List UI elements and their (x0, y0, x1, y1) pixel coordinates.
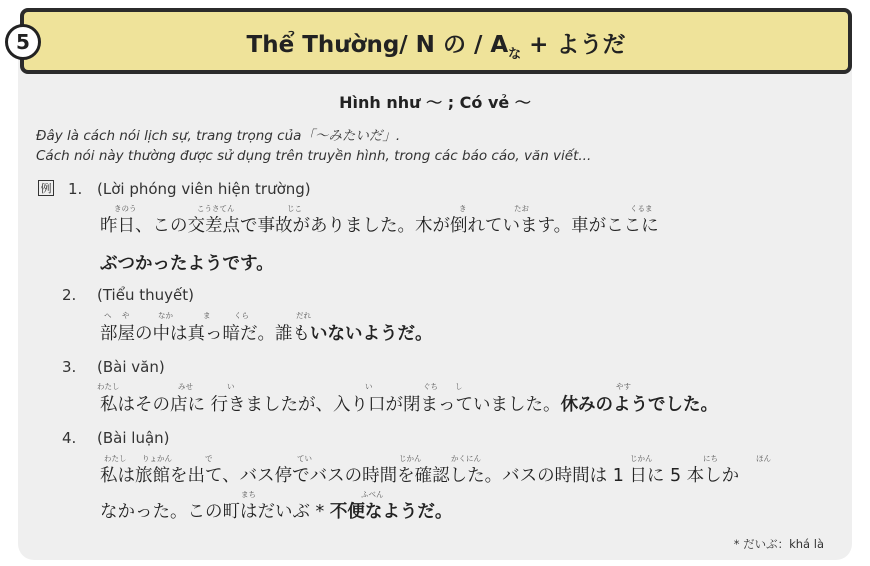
furigana: くるま (630, 204, 653, 213)
description-line-2: Cách nói này thường được sử dụng trên truyền hình, trong các báo cáo, văn viết... (36, 148, 592, 164)
example-1-number: 1. (68, 180, 83, 198)
example-4-label: (Bài luận) (97, 429, 170, 447)
example-3-sentence: 私はその店に 行きましたが、入り口が閉まっていました。休みのようでした。 (100, 395, 719, 415)
example-2-sentence: 部屋の中は真っ暗だ。誰もいないようだ。 (100, 324, 433, 344)
footnote: * だいぶ：khá là (733, 537, 824, 551)
example-4-sentence-line-2: なかった。この町はだいぶ * 不便なようだ。 (100, 502, 453, 522)
furigana: ま (203, 311, 211, 320)
description-line-1: Đây là cách nói lịch sự, trang trọng của「～みたいだ」. (36, 128, 401, 144)
furigana: こうさてん (197, 204, 235, 213)
furigana: ほん (756, 454, 771, 463)
example-1-sentence-line-1: 昨日、この交差点で事故がありました。木が倒れています。車がここに (100, 216, 659, 236)
furigana: で (205, 454, 213, 463)
furigana: じかん (630, 454, 653, 463)
grammar-header (20, 8, 852, 74)
furigana: じこ (287, 204, 302, 213)
furigana: りょかん (142, 454, 172, 463)
example-4-sentence-line-1: 私は旅館を出て、バス停でバスの時間を確認した。バスの時間は 1 日に 5 本しか (100, 466, 740, 486)
example-3-number: 3. (62, 358, 77, 376)
example-2-number: 2. (62, 286, 77, 304)
grammar-title: Thể Thường/ N の / $A_な$ + ようだ (246, 32, 626, 62)
example-3-label: (Bài văn) (97, 358, 165, 376)
furigana: わたし (97, 382, 120, 391)
furigana: まち (241, 490, 256, 499)
furigana: なか (158, 311, 173, 320)
furigana: たお (514, 204, 529, 213)
furigana: い (227, 382, 235, 391)
example-2-label: (Tiểu thuyết) (97, 286, 194, 304)
section-number-badge: 5 (5, 24, 41, 60)
example-4-number: 4. (62, 429, 77, 447)
furigana: かくにん (451, 454, 481, 463)
furigana: きのう (114, 204, 137, 213)
furigana: くら (234, 311, 249, 320)
furigana: き (459, 204, 467, 213)
furigana: へ (104, 311, 112, 320)
furigana: だれ (296, 311, 311, 320)
furigana: し (455, 382, 463, 391)
furigana: い (365, 382, 373, 391)
meaning-line: Hình như ～ ; Có vẻ ～ (339, 93, 531, 112)
furigana: みせ (178, 382, 193, 391)
furigana: ぐち (423, 382, 438, 391)
furigana: や (122, 311, 130, 320)
furigana: じかん (399, 454, 422, 463)
example-1-label: (Lời phóng viên hiện trường) (97, 180, 311, 198)
furigana: わたし (104, 454, 127, 463)
example-1-sentence-line-2: ぶつかったようです。 (100, 254, 274, 274)
example-mark: 例 (38, 180, 54, 196)
furigana: ふべん (361, 490, 384, 499)
furigana: てい (297, 454, 312, 463)
furigana: やす (616, 382, 631, 391)
furigana: にち (703, 454, 718, 463)
